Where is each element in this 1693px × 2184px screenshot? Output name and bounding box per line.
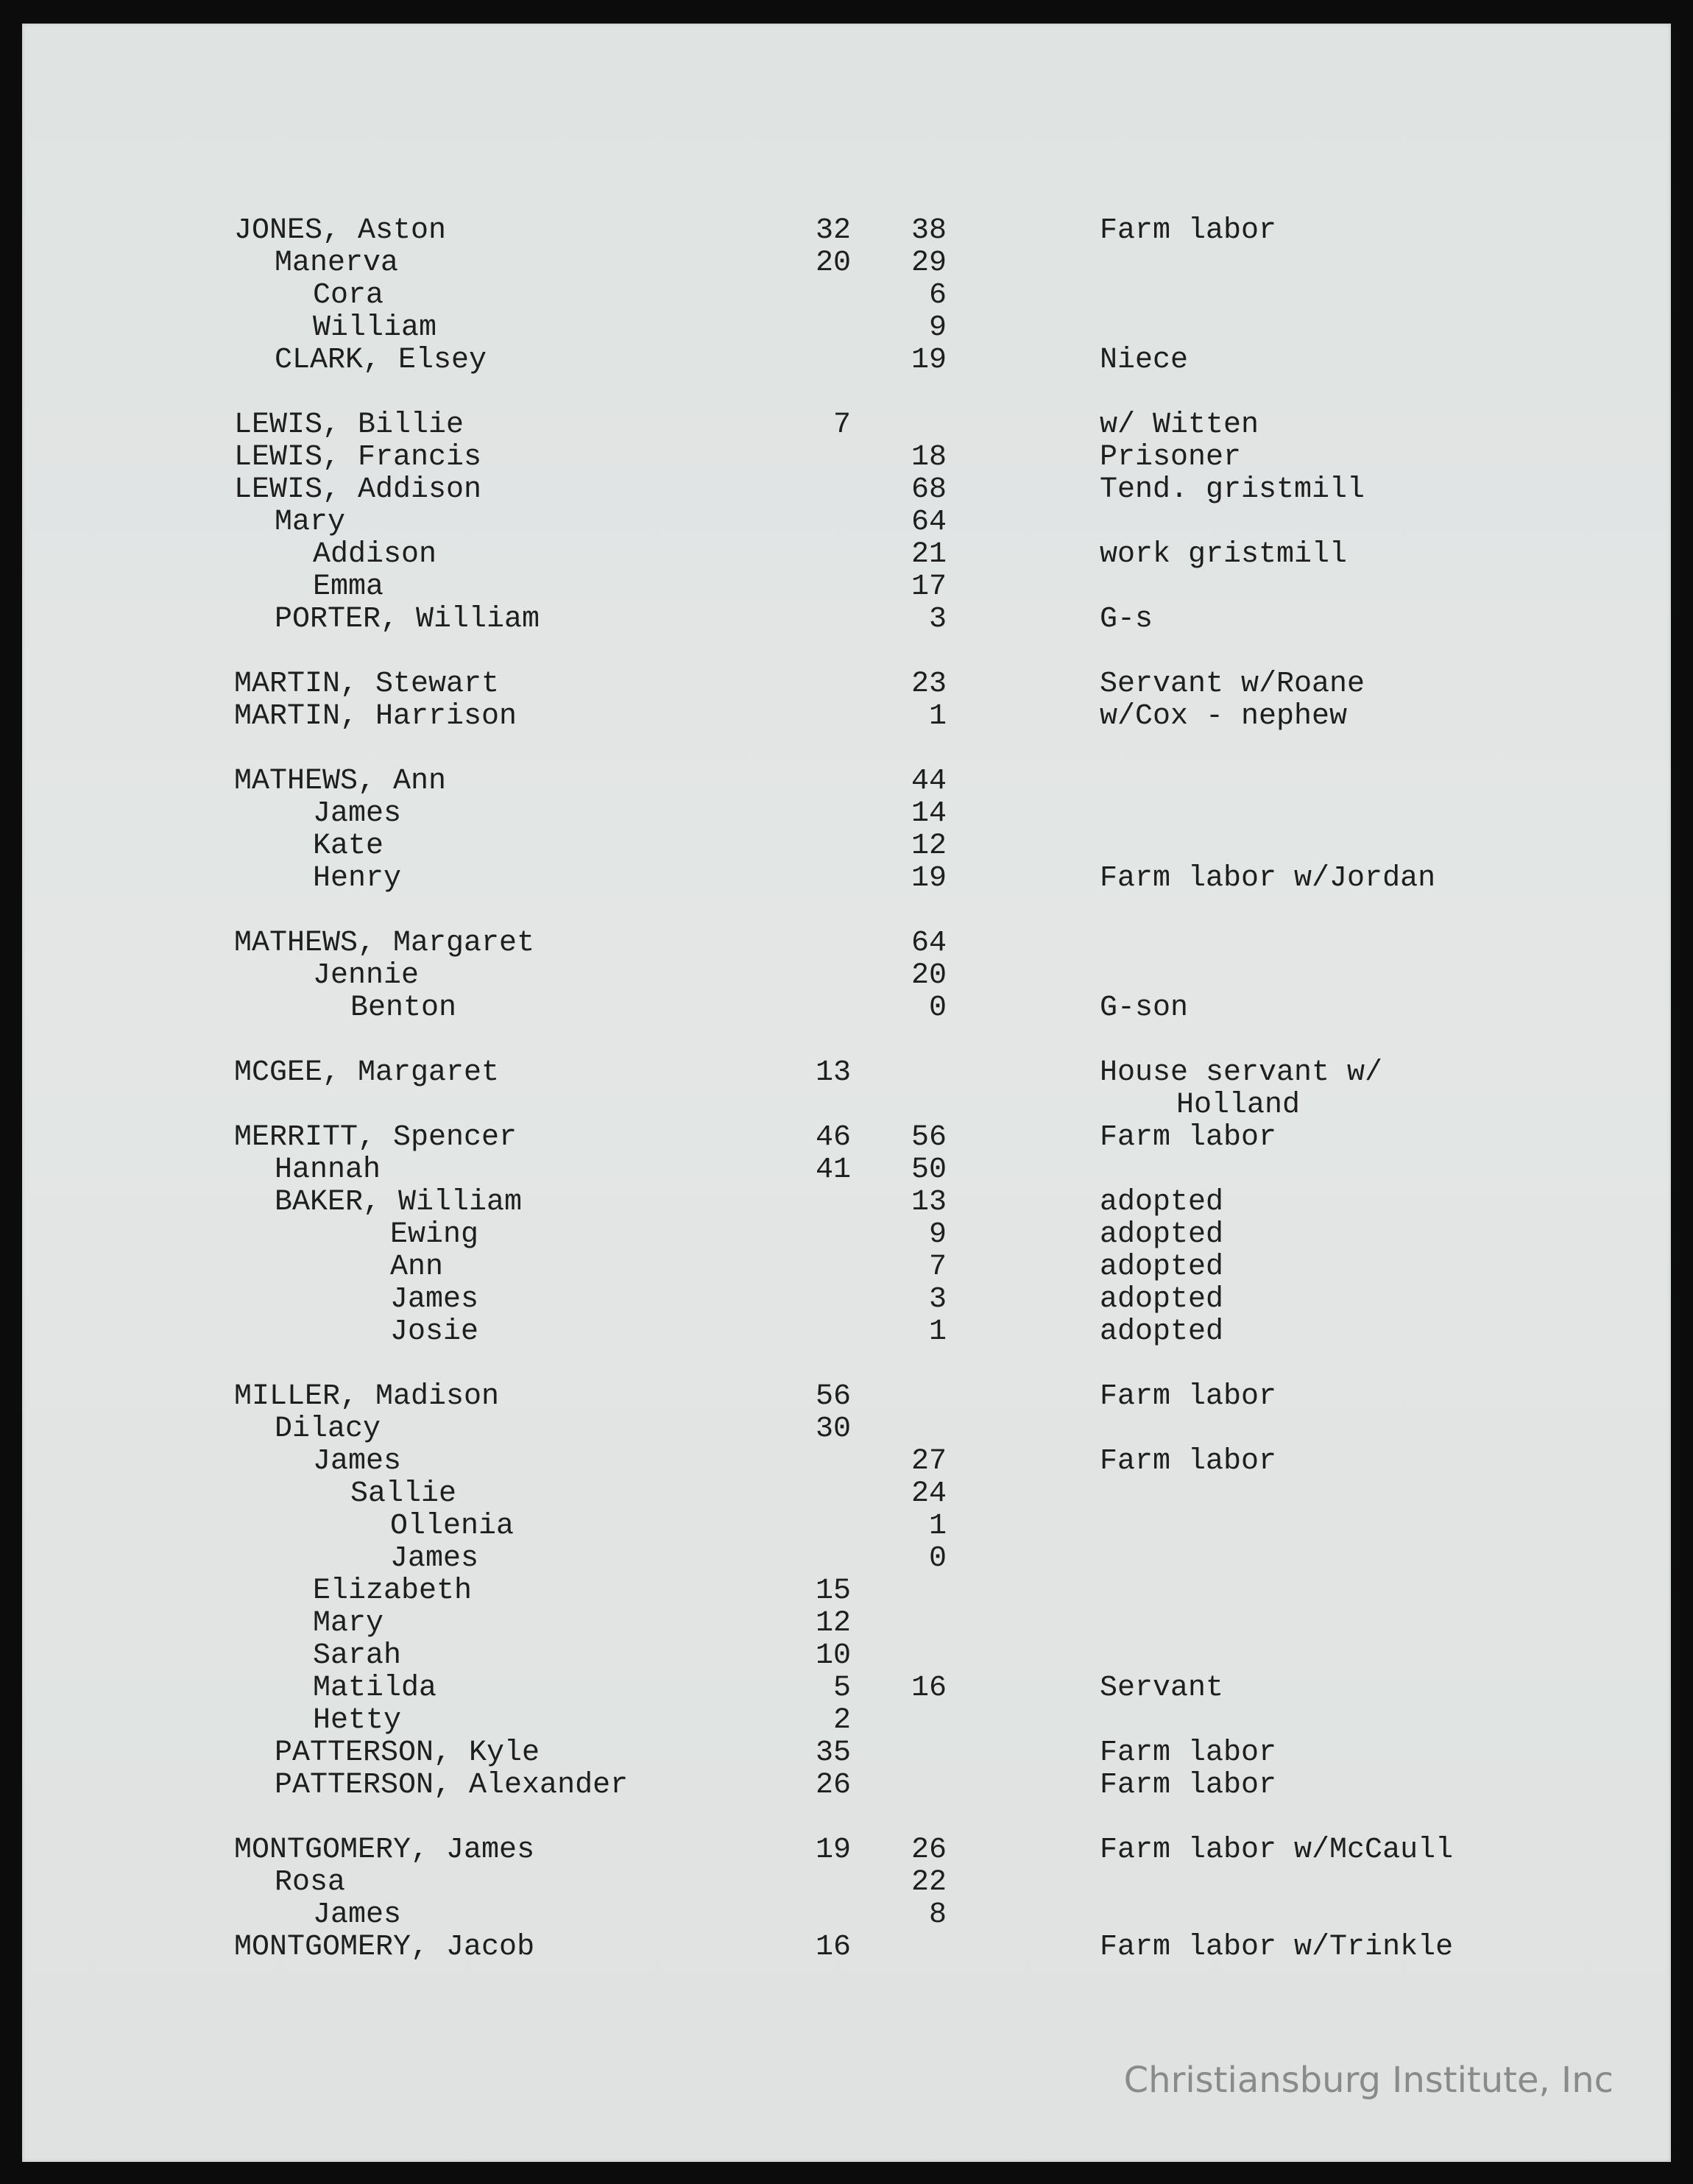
census-row	[0, 1251, 1693, 1284]
person-name: MONTGOMERY, James	[234, 1834, 535, 1867]
person-name: MILLER, Madison	[234, 1380, 500, 1413]
age-column-2: 1	[928, 700, 947, 733]
census-row	[0, 604, 1693, 636]
person-name: Ewing	[390, 1218, 479, 1251]
age-column-1: 19	[815, 1834, 851, 1867]
person-name: Manerva	[275, 247, 399, 280]
census-row	[0, 344, 1693, 377]
census-row	[0, 1608, 1693, 1640]
person-name: MERRITT, Spencer	[234, 1121, 517, 1154]
watermark: Christiansburg Institute, Inc	[1123, 2060, 1614, 2101]
person-name: William	[313, 311, 437, 344]
occupation-note: Farm labor	[1100, 1769, 1277, 1802]
person-name: CLARK, Elsey	[275, 344, 487, 377]
person-name: Emma	[313, 570, 384, 604]
occupation-note: Farm labor w/Jordan	[1100, 862, 1436, 895]
age-column-2: 19	[911, 344, 947, 377]
age-column-2: 50	[911, 1153, 947, 1187]
census-row	[0, 1381, 1693, 1413]
age-column-2: 6	[928, 279, 947, 312]
census-row	[0, 992, 1693, 1025]
occupation-note: Farm labor	[1100, 1380, 1277, 1413]
person-name: PORTER, William	[275, 603, 540, 636]
census-row	[0, 1867, 1693, 1899]
occupation-note: G-son	[1100, 992, 1189, 1025]
occupation-note: House servant w/	[1100, 1056, 1383, 1089]
census-row	[0, 571, 1693, 604]
census-row	[0, 927, 1693, 960]
age-column-2: 64	[911, 927, 947, 960]
census-row	[0, 668, 1693, 701]
age-column-1: 35	[815, 1736, 851, 1770]
age-column-2: 3	[928, 603, 947, 636]
age-column-2: 0	[928, 992, 947, 1025]
census-row	[0, 1284, 1693, 1316]
age-column-2: 16	[911, 1672, 947, 1705]
occupation-note: adopted	[1100, 1283, 1224, 1316]
age-column-2: 18	[911, 441, 947, 474]
person-name: JONES, Aston	[234, 214, 447, 247]
census-row	[0, 442, 1693, 474]
census-row	[0, 312, 1693, 344]
person-name: Cora	[313, 279, 384, 312]
person-name: Rosa	[275, 1866, 346, 1899]
person-name: BAKER, William	[275, 1186, 523, 1219]
census-row	[0, 1446, 1693, 1478]
census-row	[0, 215, 1693, 247]
census-row	[0, 1089, 1693, 1122]
age-column-2: 9	[928, 311, 947, 344]
occupation-note: Servant w/Roane	[1100, 668, 1365, 701]
age-column-2: 64	[911, 506, 947, 539]
age-column-1: 56	[815, 1380, 851, 1413]
person-name: Mary	[313, 1607, 384, 1640]
age-column-1: 10	[815, 1639, 851, 1672]
person-name: MONTGOMERY, Jacob	[234, 1931, 535, 1964]
person-name: Matilda	[313, 1672, 437, 1705]
occupation-note: adopted	[1100, 1315, 1224, 1349]
person-name: LEWIS, Addison	[234, 473, 482, 506]
person-name: Josie	[390, 1315, 479, 1349]
age-column-2: 1	[928, 1315, 947, 1349]
person-name: James	[313, 1445, 402, 1478]
age-column-2: 13	[911, 1186, 947, 1219]
census-row	[0, 1154, 1693, 1187]
age-column-2: 24	[911, 1477, 947, 1510]
age-column-1: 12	[815, 1607, 851, 1640]
person-name: Sarah	[313, 1639, 402, 1672]
census-row	[0, 1770, 1693, 1802]
occupation-note: adopted	[1100, 1218, 1224, 1251]
age-column-2: 14	[911, 797, 947, 830]
age-column-1: 5	[833, 1672, 851, 1705]
census-row	[0, 830, 1693, 863]
census-row	[0, 409, 1693, 442]
person-name: James	[390, 1283, 479, 1316]
occupation-note: adopted	[1100, 1186, 1224, 1219]
age-column-1: 2	[833, 1704, 851, 1737]
person-name: LEWIS, Billie	[234, 409, 464, 442]
occupation-note: Niece	[1100, 344, 1189, 377]
occupation-note: work gristmill	[1100, 538, 1348, 571]
person-name: MATHEWS, Margaret	[234, 927, 535, 960]
census-row	[0, 1672, 1693, 1705]
census-row	[0, 1187, 1693, 1219]
age-column-2: 3	[928, 1283, 947, 1316]
person-name: Kate	[313, 830, 384, 863]
census-row	[0, 1899, 1693, 1932]
age-column-2: 44	[911, 765, 947, 798]
occupation-note: Farm labor w/Trinkle	[1100, 1931, 1454, 1964]
census-row	[0, 539, 1693, 571]
person-name: Benton	[350, 992, 457, 1025]
person-name: James	[390, 1542, 479, 1575]
age-column-2: 9	[928, 1218, 947, 1251]
census-row	[0, 247, 1693, 280]
age-column-2: 1	[928, 1510, 947, 1543]
person-name: MCGEE, Margaret	[234, 1056, 500, 1089]
age-column-2: 20	[911, 959, 947, 992]
census-row	[0, 1575, 1693, 1608]
census-row	[0, 1478, 1693, 1510]
census-row	[0, 960, 1693, 992]
person-name: James	[313, 1898, 402, 1932]
age-column-2: 12	[911, 830, 947, 863]
age-column-2: 68	[911, 473, 947, 506]
census-row	[0, 1413, 1693, 1446]
age-column-1: 15	[815, 1575, 851, 1608]
age-column-1: 46	[815, 1121, 851, 1154]
age-column-2: 38	[911, 214, 947, 247]
age-column-2: 56	[911, 1121, 947, 1154]
age-column-1: 30	[815, 1413, 851, 1446]
person-name: MATHEWS, Ann	[234, 765, 447, 798]
census-row	[0, 798, 1693, 830]
census-row	[0, 1122, 1693, 1154]
person-name: Hannah	[275, 1153, 381, 1187]
age-column-1: 13	[815, 1056, 851, 1089]
occupation-note: Farm labor	[1100, 214, 1277, 247]
census-row	[0, 1316, 1693, 1349]
age-column-2: 26	[911, 1834, 947, 1867]
age-column-2: 22	[911, 1866, 947, 1899]
age-column-1: 16	[815, 1931, 851, 1964]
person-name: Addison	[313, 538, 437, 571]
age-column-1: 32	[815, 214, 851, 247]
person-name: Henry	[313, 862, 402, 895]
occupation-note: Servant	[1100, 1672, 1224, 1705]
census-row	[0, 506, 1693, 539]
age-column-2: 19	[911, 862, 947, 895]
census-row	[0, 1510, 1693, 1543]
person-name: James	[313, 797, 402, 830]
person-name: PATTERSON, Kyle	[275, 1736, 540, 1770]
person-name: Jennie	[313, 959, 420, 992]
age-column-2: 7	[928, 1251, 947, 1284]
occupation-note: Farm labor w/McCaull	[1100, 1834, 1454, 1867]
census-row	[0, 863, 1693, 895]
age-column-2: 17	[911, 570, 947, 604]
age-column-2: 8	[928, 1898, 947, 1932]
census-row	[0, 1834, 1693, 1867]
age-column-1: 41	[815, 1153, 851, 1187]
census-row	[0, 766, 1693, 798]
census-row	[0, 1057, 1693, 1089]
person-name: PATTERSON, Alexander	[275, 1769, 629, 1802]
age-column-2: 27	[911, 1445, 947, 1478]
person-name: Hetty	[313, 1704, 402, 1737]
occupation-note: Farm labor	[1100, 1445, 1277, 1478]
occupation-note: w/Cox - nephew	[1100, 700, 1348, 733]
occupation-note: Farm labor	[1100, 1736, 1277, 1770]
age-column-1: 20	[815, 247, 851, 280]
age-column-1: 7	[833, 409, 851, 442]
census-row	[0, 1640, 1693, 1672]
occupation-note: Farm labor	[1100, 1121, 1277, 1154]
person-name: Ollenia	[390, 1510, 515, 1543]
person-name: Elizabeth	[313, 1575, 473, 1608]
person-name: MARTIN, Stewart	[234, 668, 500, 701]
census-row	[0, 701, 1693, 733]
person-name: Mary	[275, 506, 346, 539]
occupation-note: adopted	[1100, 1251, 1224, 1284]
person-name: Sallie	[350, 1477, 457, 1510]
person-name: Dilacy	[275, 1413, 381, 1446]
census-row	[0, 1932, 1693, 1964]
census-row	[0, 1543, 1693, 1575]
occupation-note: Tend. gristmill	[1100, 473, 1365, 506]
age-column-2: 0	[928, 1542, 947, 1575]
census-row	[0, 474, 1693, 506]
age-column-2: 23	[911, 668, 947, 701]
age-column-2: 21	[911, 538, 947, 571]
age-column-1: 26	[815, 1769, 851, 1802]
occupation-note: w/ Witten	[1100, 409, 1259, 442]
occupation-note: Holland	[1176, 1089, 1301, 1122]
person-name: LEWIS, Francis	[234, 441, 482, 474]
census-row	[0, 1737, 1693, 1770]
census-row	[0, 1705, 1693, 1737]
occupation-note: Prisoner	[1100, 441, 1242, 474]
occupation-note: G-s	[1100, 603, 1153, 636]
person-name: MARTIN, Harrison	[234, 700, 517, 733]
age-column-2: 29	[911, 247, 947, 280]
census-row	[0, 1219, 1693, 1251]
person-name: Ann	[390, 1251, 444, 1284]
census-row	[0, 280, 1693, 312]
